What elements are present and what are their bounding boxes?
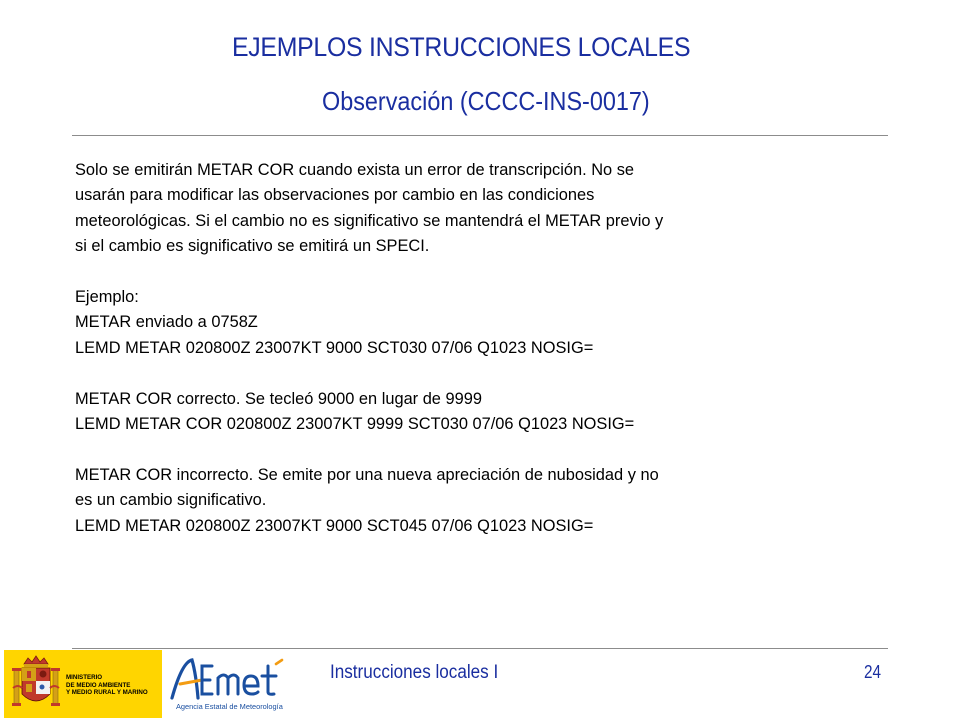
slide-subtitle: Observación (CCCC-INS-0017) xyxy=(322,86,650,116)
body-spacer xyxy=(75,361,875,386)
page-number: 24 xyxy=(864,662,882,682)
body-line: LEMD METAR COR 020800Z 23007KT 9999 SCT030 07/06 Q1023 NOSIG= xyxy=(75,415,635,434)
footer-label: Instrucciones locales I xyxy=(330,662,499,683)
body-line: LEMD METAR 020800Z 23007KT 9000 SCT045 07/06 Q1023 NOSIG= xyxy=(75,516,594,535)
body-line: METAR COR correcto. Se tecleó 9000 en lugar de 9999 xyxy=(75,389,482,408)
footer-divider xyxy=(72,648,888,649)
body-line: Solo se emitirán METAR COR cuando exista un error de transcripción. No se xyxy=(75,161,635,179)
body-line: si el cambio es significativo se emitirá un SPECI. xyxy=(75,237,430,256)
coat-of-arms-icon xyxy=(10,654,62,714)
body-line: es un cambio significativo. xyxy=(75,491,267,510)
body-line: LEMD METAR 020800Z 23007KT 9000 SCT030 07/06 Q1023 NOSIG= xyxy=(75,338,594,357)
body-line: meteorológicas. Si el cambio no es significativo se mantendrá el METAR previo y xyxy=(75,211,664,230)
body-spacer xyxy=(75,437,875,462)
aemet-logo xyxy=(168,654,288,718)
body-text xyxy=(75,158,875,539)
body-line: METAR COR incorrecto. Se emite por una nueva apreciación de nubosidad y no xyxy=(75,465,659,484)
agency-name: Agencia Estatal de Meteorología xyxy=(176,702,283,711)
header-divider xyxy=(72,135,888,136)
ministry-logo xyxy=(4,650,162,718)
ministry-name: MINISTERIO DE MEDIO AMBIENTE Y MEDIO RURAL Y MARINO xyxy=(66,674,148,696)
body-line: METAR enviado a 0758Z xyxy=(75,313,258,332)
body-line: Ejemplo: xyxy=(75,288,139,307)
body-spacer xyxy=(75,260,875,285)
body-line: usarán para modificar las observaciones por cambio en las condiciones xyxy=(75,186,595,205)
aemet-wordmark-icon xyxy=(168,654,288,704)
slide-title: EJEMPLOS INSTRUCCIONES LOCALES xyxy=(232,32,691,62)
